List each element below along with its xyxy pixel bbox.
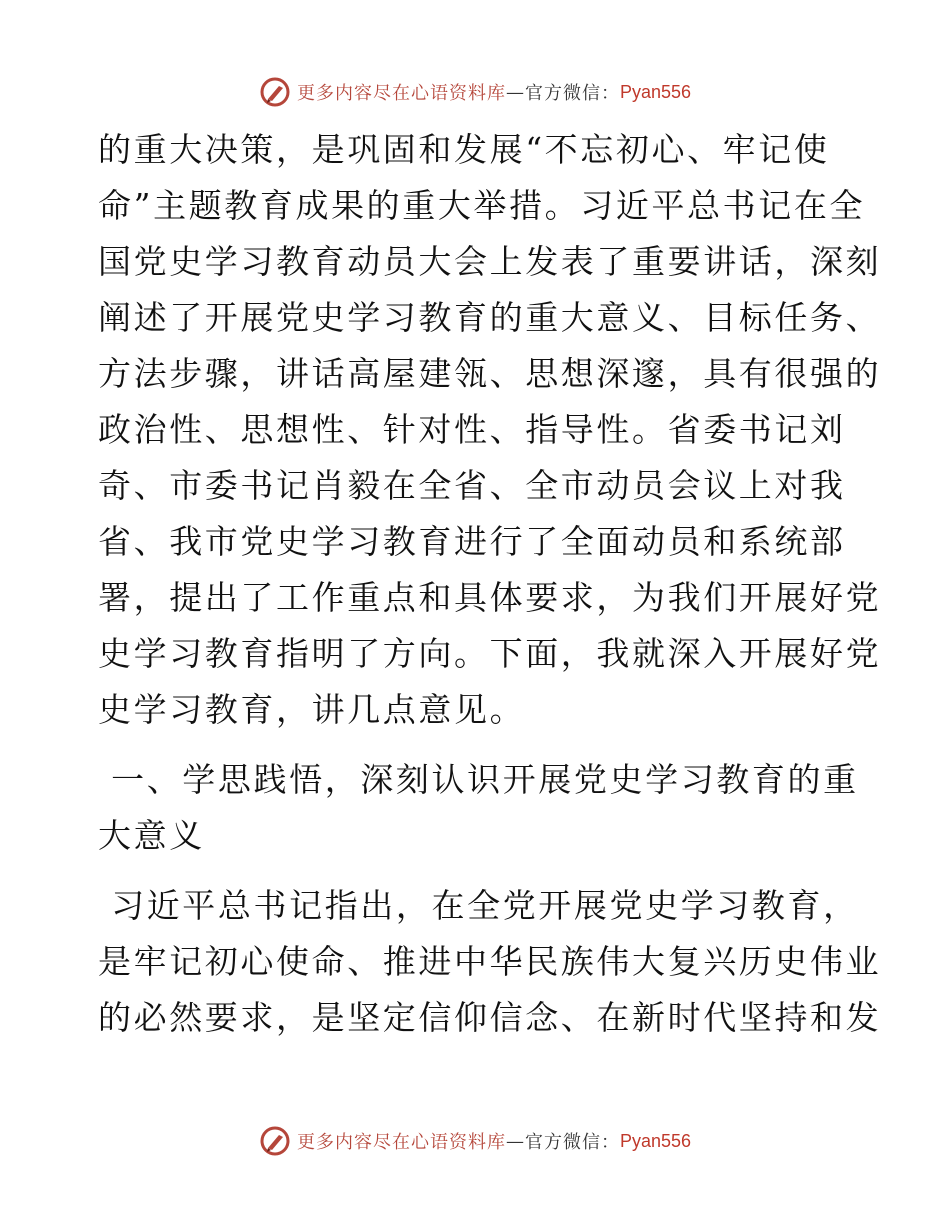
text-line: 史学习教育，讲几点意见。: [98, 690, 526, 729]
text-line: 署，提出了工作重点和具体要求，为我们开展好党: [98, 578, 882, 617]
text-line: 史学习教育指明了方向。下面，我就深入开展好党: [98, 634, 882, 673]
text-line: 方法步骤，讲话高屋建瓴、思想深邃，具有很强的: [98, 354, 882, 393]
document-body: [98, 122, 882, 1046]
text-line: 阐述了开展党史学习教育的重大意义、目标任务、: [98, 298, 882, 337]
section-heading: [98, 752, 858, 864]
text-line: 的必然要求，是坚定信仰信念、在新时代坚持和发: [98, 998, 882, 1037]
banner-official-label: 官方微信：: [524, 83, 620, 104]
banner-wechat-id: Pyan556: [619, 81, 692, 102]
text-line: 大意义: [98, 816, 205, 855]
banner-dash: —: [505, 1130, 525, 1152]
text-line: 命”主题教育成果的重大举措。习近平总书记在全: [98, 186, 866, 225]
banner-dash: —: [505, 81, 525, 103]
paragraph: [98, 122, 882, 738]
paragraph: [98, 878, 882, 1046]
text-line: 政治性、思想性、针对性、指导性。省委书记刘: [98, 410, 846, 449]
text-line: 省、我市党史学习教育进行了全面动员和系统部: [98, 522, 846, 561]
footer-banner: [0, 1121, 950, 1161]
header-banner: [0, 72, 950, 112]
banner-wechat-id: Pyan556: [619, 1130, 692, 1151]
pen-logo-icon: [259, 76, 291, 108]
text-line: 习近平总书记指出，在全党开展党史学习教育，: [98, 886, 859, 925]
text-line: 是牢记初心使命、推进中华民族伟大复兴历史伟业: [98, 942, 882, 981]
banner-promo-text: 更多内容尽在心语资料库: [296, 1132, 506, 1153]
text-line: 奇、市委书记肖毅在全省、全市动员会议上对我: [98, 466, 846, 505]
pen-logo-icon: [259, 1125, 291, 1157]
text-line: 国党史学习教育动员大会上发表了重要讲话，深刻: [98, 242, 882, 281]
banner-promo-text: 更多内容尽在心语资料库: [296, 83, 506, 104]
banner-official-label: 官方微信：: [524, 1132, 620, 1153]
text-line: 一、学思践悟，深刻认识开展党史学习教育的重: [98, 760, 859, 799]
text-line: 的重大决策，是巩固和发展“不忘初心、牢记使: [98, 130, 830, 169]
